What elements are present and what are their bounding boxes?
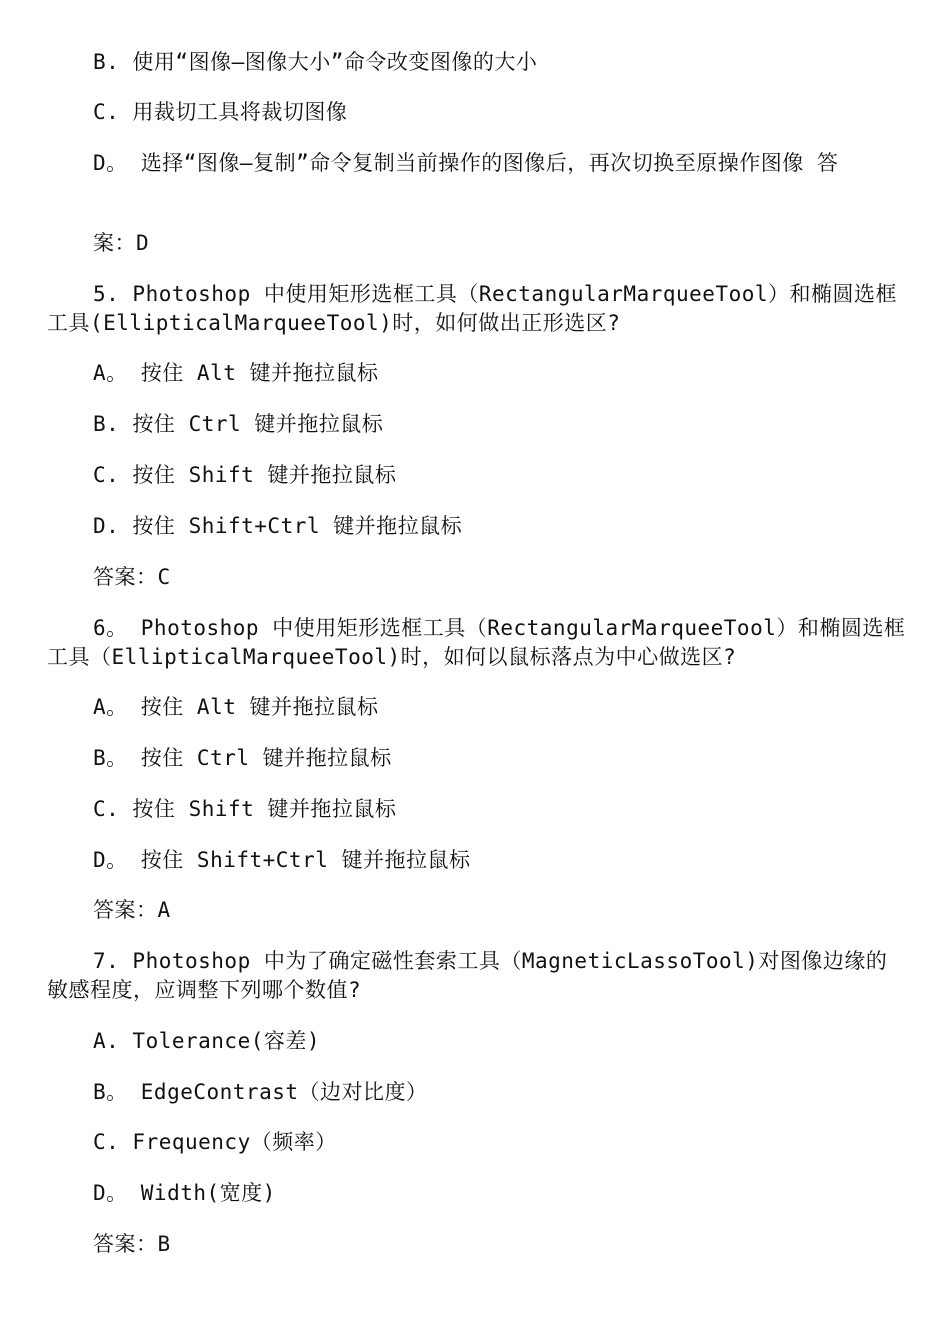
option-b-q4: B. 使用“图像—图像大小”命令改变图像的大小 — [93, 50, 538, 74]
answer-q6: 答案：A — [93, 898, 171, 922]
option-c-q5: C. 按住 Shift 键并拖拉鼠标 — [93, 463, 397, 487]
option-c-q4: C. 用裁切工具将裁切图像 — [93, 100, 348, 124]
option-a-q6: A。 按住 Alt 键并拖拉鼠标 — [93, 695, 379, 719]
option-d-q5: D. 按住 Shift+Ctrl 键并拖拉鼠标 — [93, 514, 463, 538]
option-c-q6: C. 按住 Shift 键并拖拉鼠标 — [93, 797, 397, 821]
answer-q7: 答案：B — [93, 1232, 171, 1256]
answer-q4: 案：D — [93, 231, 150, 255]
option-c-q7: C. Frequency（频率） — [93, 1130, 337, 1154]
question-7: 7. Photoshop 中为了确定磁性套索工具（MagneticLassoTool)对图像边缘的敏感程度，应调整下列哪个数值? — [47, 949, 888, 1002]
option-d-q6: D。 按住 Shift+Ctrl 键并拖拉鼠标 — [93, 848, 471, 872]
option-b-q5: B. 按住 Ctrl 键并拖拉鼠标 — [93, 412, 384, 436]
question-5: 5. Photoshop 中使用矩形选框工具（RectangularMarqueeTool）和椭圆选框工具(EllipticalMarqueeTool)时，如何做出正形选区? — [47, 282, 898, 335]
question-6: 6。 Photoshop 中使用矩形选框工具（RectangularMarqueeTool）和椭圆选框工具（EllipticalMarqueeTool)时，如何以鼠标落点为中心做选区? — [47, 616, 906, 669]
option-b-q7: B。 EdgeContrast（边对比度） — [93, 1080, 428, 1104]
option-a-q5: A。 按住 Alt 键并拖拉鼠标 — [93, 361, 379, 385]
option-b-q6: B。 按住 Ctrl 键并拖拉鼠标 — [93, 746, 392, 770]
option-d-q4: D。 选择“图像—复制”命令复制当前操作的图像后，再次切换至原操作图像 答 — [93, 151, 839, 175]
answer-q5: 答案：C — [93, 565, 171, 589]
option-a-q7: A. Tolerance(容差) — [93, 1029, 321, 1053]
option-d-q7: D。 Width(宽度) — [93, 1181, 276, 1205]
